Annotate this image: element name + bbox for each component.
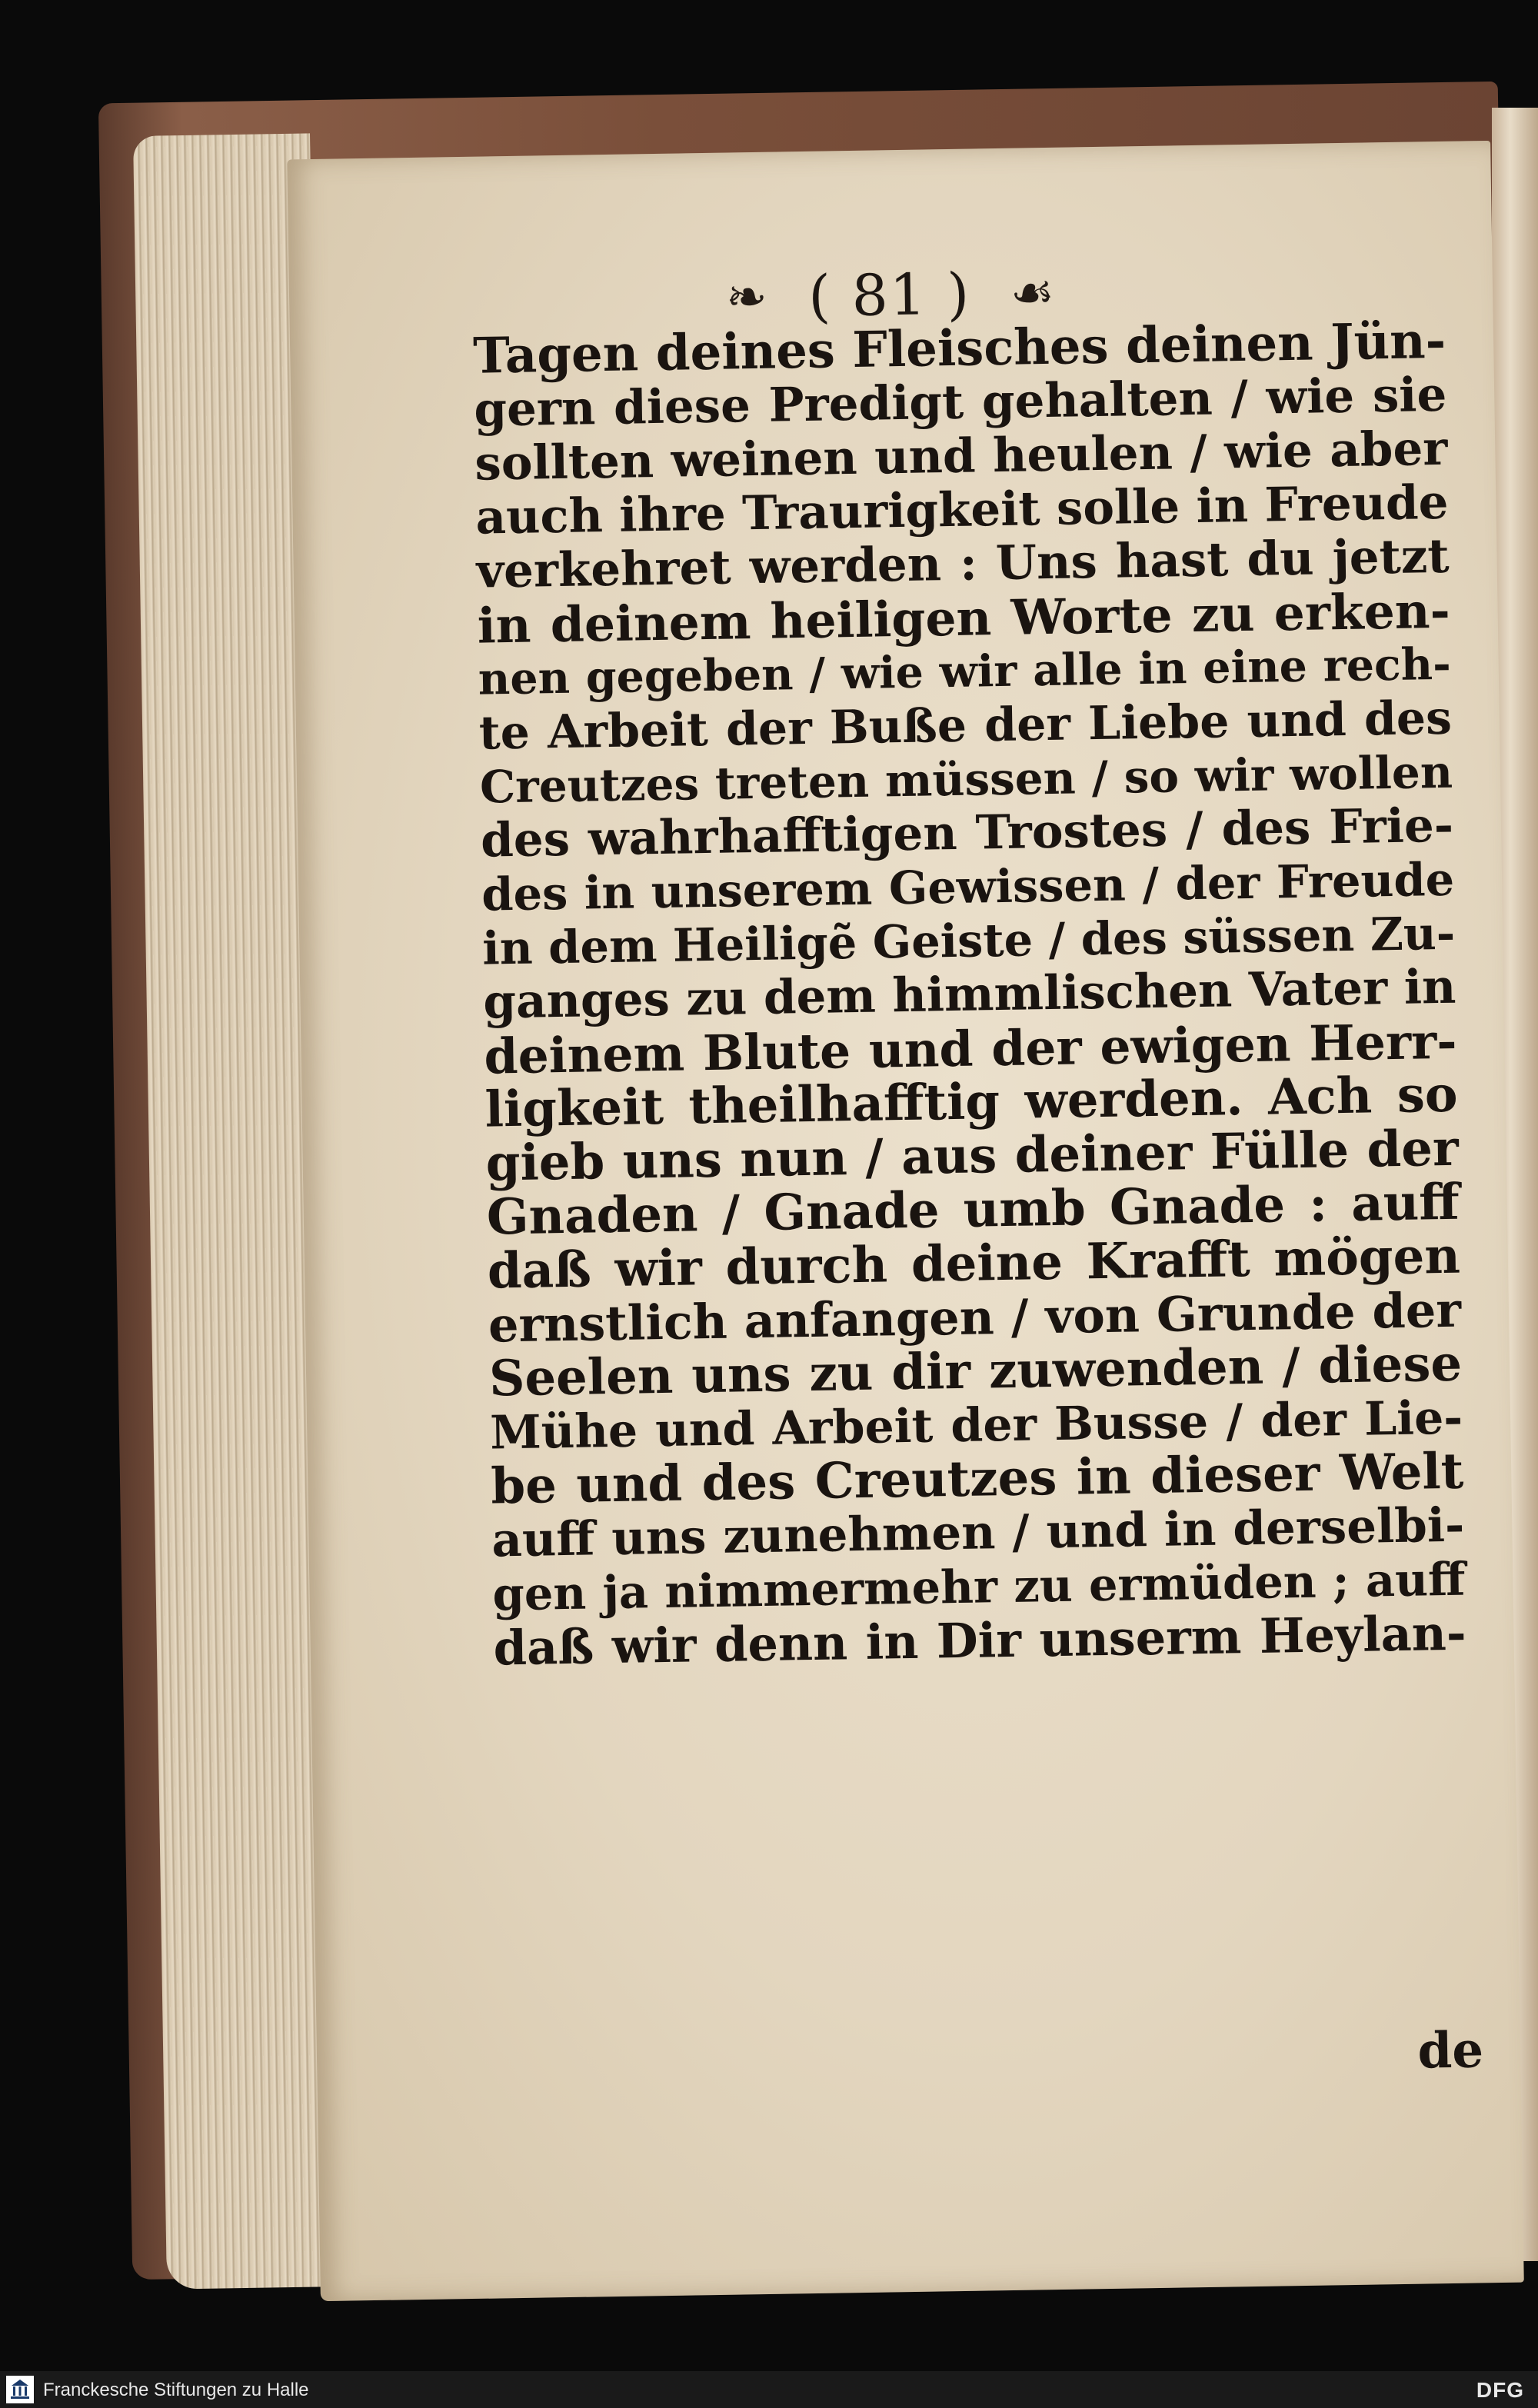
text-line: gen ja nimmermehr zu ermüden ; auff (492, 1552, 1466, 1621)
text-line: ligkeit theilhafftig werden. Ach so (484, 1065, 1459, 1139)
text-line: auch ihre Traurigkeit solle in Freude (475, 475, 1449, 545)
text-line: Mühe und Arbeit der Busse / der Lie- (489, 1391, 1463, 1460)
foundation-logo-icon (6, 2376, 34, 2403)
text-line: des wahrhafftigen Trostes / des Frie- (480, 798, 1454, 868)
text-line: deinem Blute und der ewigen Herr- (483, 1012, 1457, 1085)
ornament-left-icon: ❧ (725, 268, 770, 327)
dfg-logo: DFG (1476, 2378, 1524, 2402)
text-line: verkehret werden : Uns hast du jetzt (476, 528, 1450, 599)
text-line: daß wir denn in Dir unserm Heylan- (493, 1604, 1467, 1677)
text-line: gern diese Predigt gehalten / wie sie (473, 367, 1447, 438)
text-line: ganges zu dem himmlischen Vater in (482, 959, 1456, 1030)
footer-bar (0, 2371, 1538, 2408)
text-line: sollten weinen und heulen / wie aber (474, 421, 1448, 491)
text-line: Gnaden / Gnade umb Gnade : auff (486, 1173, 1460, 1247)
text-line: gieb uns nun / aus deiner Fülle der (485, 1119, 1460, 1193)
text-line: nen gegeben / wie wir alle in eine rech- (478, 638, 1452, 705)
text-line: Tagen deines Fleisches deinen Jün- (472, 311, 1446, 385)
text-line: Seelen uns zu dir zuwenden / diese (488, 1334, 1463, 1408)
text-line: ernstlich anfangen / von Grunde der (488, 1281, 1462, 1354)
text-line: te Arbeit der Buße der Liebe und des (478, 691, 1453, 761)
text-line: auff uns zunehmen / und in derselbi- (491, 1497, 1465, 1568)
text-line: be und des Creutzes in dieser Welt (490, 1442, 1464, 1516)
book-page (287, 141, 1524, 2301)
body-text (472, 311, 1467, 1677)
text-line: des in unserem Gewissen / der Freude (481, 852, 1455, 921)
text-line: in dem Heiligẽ Geiste / des süssen Zu- (481, 906, 1456, 975)
text-line: in deinem heiligen Worte zu erken- (477, 581, 1451, 654)
catchword: de (1416, 2021, 1484, 2080)
page-number: ( 81 ) (807, 261, 971, 330)
ornament-right-icon: ☙ (1010, 264, 1057, 322)
text-line: Creutzes treten müssen / so wir wollen (479, 745, 1453, 814)
text-line: daß wir durch deine Krafft mögen (487, 1227, 1461, 1301)
institution-name: Franckesche Stiftungen zu Halle (43, 2380, 309, 2400)
